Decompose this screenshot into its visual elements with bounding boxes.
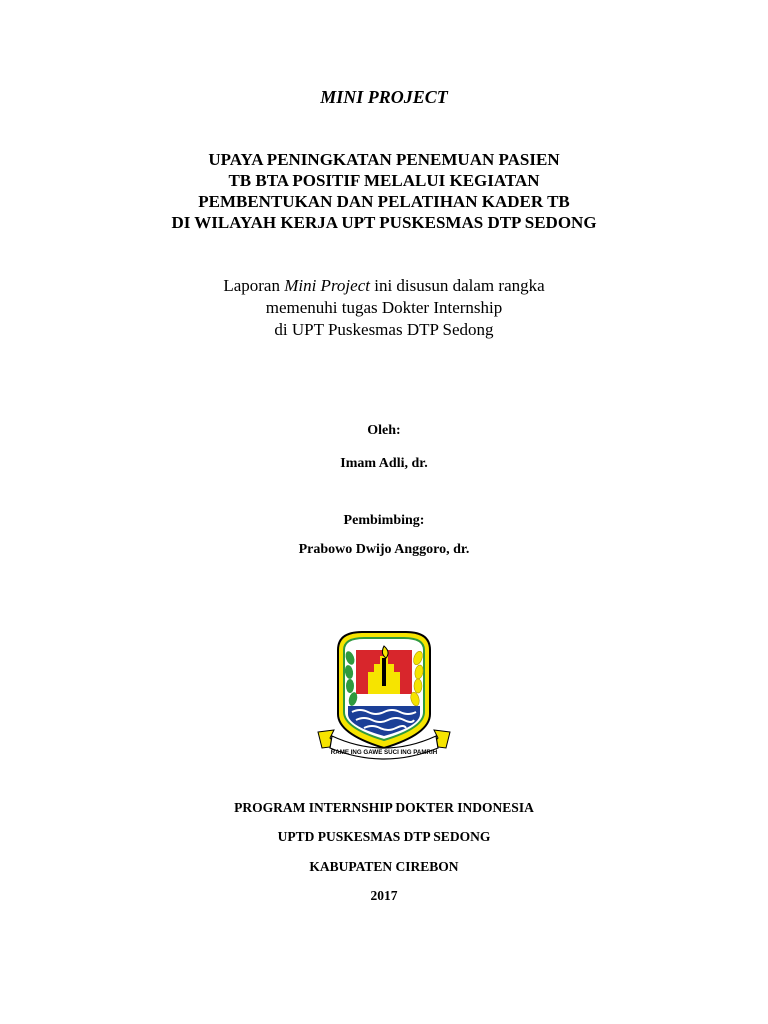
document-heading: MINI PROJECT [320, 87, 448, 107]
year-line: 2017 [370, 888, 398, 903]
title-line-3: PEMBENTUKAN DAN PELATIHAN KADER TB [198, 192, 570, 211]
purpose-line-1 [0, 275, 768, 296]
purpose-line-2: memenuhi tugas Dokter Internship [265, 298, 503, 317]
supervisor-label: Pembimbing: [343, 513, 425, 528]
kabupaten-line: KABUPATEN CIREBON [309, 859, 459, 874]
uptd-line: UPTD PUSKESMAS DTP SEDONG [277, 829, 491, 844]
title-line-1: UPAYA PENINGKATAN PENEMUAN PASIEN [208, 150, 560, 169]
author-label: Oleh: [367, 423, 401, 438]
title-line-2: TB BTA POSITIF MELALUI KEGIATAN [228, 171, 540, 190]
supervisor-name: Prabowo Dwijo Anggoro, dr. [298, 542, 470, 557]
title-line-4: DI WILAYAH KERJA UPT PUSKESMAS DTP SEDONG [171, 213, 597, 232]
purpose-line-3: di UPT Puskesmas DTP Sedong [274, 320, 494, 339]
purpose-text-b: ini disusun dalam rangka [369, 276, 545, 295]
author-name: Imam Adli, dr. [340, 456, 428, 471]
purpose-italic-text: Mini Project [284, 276, 370, 295]
emblem-motto: RAME ING GAWE SUCI ING PAMRIH [330, 749, 438, 756]
regency-emblem-logo [316, 628, 452, 764]
purpose-text-a: Laporan [223, 276, 285, 295]
program-line: PROGRAM INTERNSHIP DOKTER INDONESIA [234, 800, 534, 815]
